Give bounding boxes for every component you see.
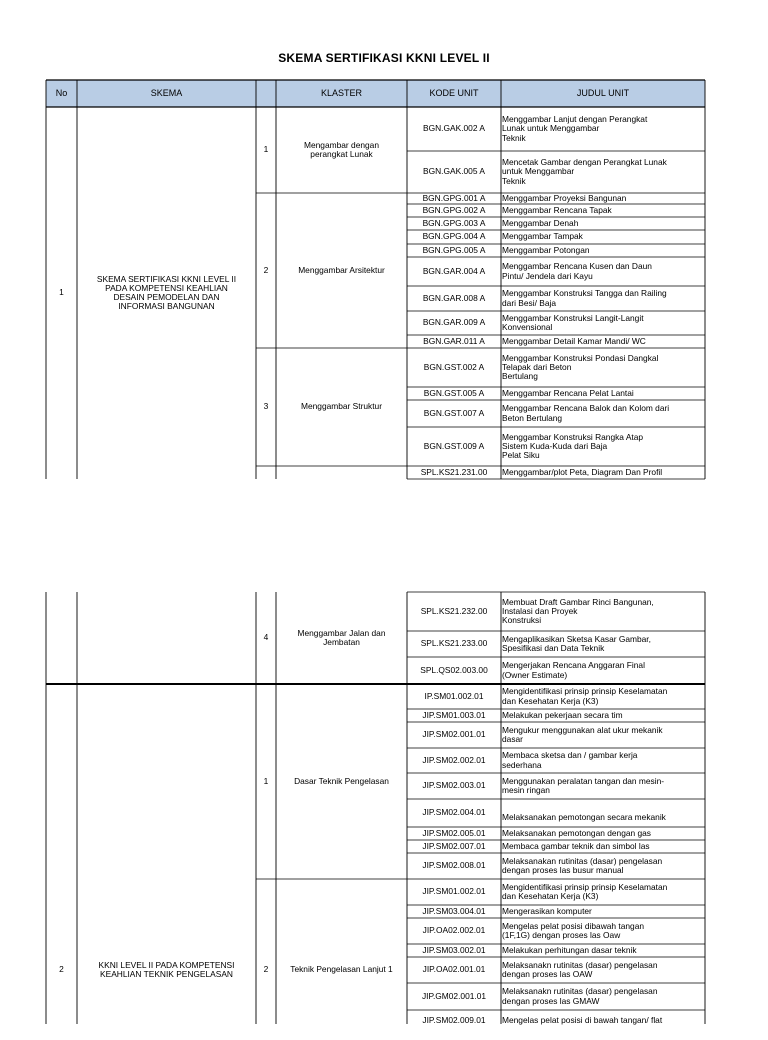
judul-unit: Menggambar Detail Kamar Mandi/ WC: [502, 335, 646, 346]
kode-unit: BGN.GAK.002 A: [423, 123, 485, 134]
judul-unit: Melaksanakan pemotongan dengan gas: [502, 827, 651, 838]
skema-name: SKEMA SERTIFIKASI KKNI LEVEL II PADA KOMPETENSI KEAHLIAN DESAIN PEMODELAN DAN INFORMASI BANGUNAN: [96, 273, 237, 312]
judul-unit: Menggambar Konstruksi Rangka Atap Sistem Kuda-Kuda dari Baja Pelat Siku: [502, 431, 644, 461]
judul-unit: Melaksanakan pemotongan secara mekanik: [502, 812, 666, 822]
kode-unit: BGN.GAK.005 A: [423, 166, 485, 177]
row-number: 1: [59, 287, 64, 298]
kode-unit: SPL.QS02.003.00: [420, 664, 488, 675]
header-skema: SKEMA: [150, 87, 183, 98]
cluster-number: 1: [263, 775, 269, 786]
header-klaster: KLASTER: [320, 87, 362, 98]
kode-unit: JIP.SM01.003.01: [422, 709, 486, 720]
cluster-number: 2: [263, 964, 269, 975]
judul-unit: Melaksanakan rutinitas (dasar) pengelasan dengan proses las busur manual: [502, 855, 663, 875]
judul-unit: Menggambar Proyeksi Bangunan: [502, 193, 627, 203]
judul-unit: Mengerjakan Rencana Anggaran Final (Owner Estimate): [502, 660, 645, 680]
kode-unit: BGN.GST.002 A: [423, 361, 485, 372]
cluster-name: Teknik Pengelasan Lanjut 1: [290, 964, 393, 975]
judul-unit: Menggambar Tampak: [502, 231, 583, 242]
kode-unit: JIP.SM03.004.01: [422, 905, 486, 916]
kode-unit: JIP.SM02.007.01: [422, 840, 486, 851]
kode-unit: BGN.GPG.001 A: [422, 193, 486, 203]
judul-unit: Membuat Draft Gambar Rinci Bangunan, Instalasi dan Proyek Konstruksi: [502, 596, 654, 626]
cluster-name: Dasar Teknik Pengelasan: [294, 775, 389, 786]
judul-unit: Menggambar Rencana Tapak: [502, 204, 612, 215]
cluster-name: Menggambar Jalan dan Jembatan: [297, 627, 386, 647]
header-no: No: [55, 87, 68, 98]
kode-unit: JIP.SM01.002.01: [422, 886, 486, 897]
judul-unit: Melakukan pekerjaan secara tim: [502, 709, 623, 720]
cluster-number: 4: [263, 632, 269, 643]
cluster-name: Mengambar dengan perangkat Lunak: [304, 139, 379, 159]
kode-unit: BGN.GST.007 A: [423, 407, 485, 418]
kode-unit: BGN.GPG.005 A: [422, 244, 486, 255]
judul-unit: Mencetak Gambar dengan Perangkat Lunak untuk Menggambar Teknik: [502, 157, 667, 186]
kode-unit: JIP.GM02.001.01: [421, 990, 487, 1001]
kode-unit: JIP.OA02.002.01: [422, 925, 486, 936]
judul-unit: Mengukur menggunakan alat ukur mekanik dasar: [502, 724, 663, 744]
judul-unit: Mengelas pelat posisi di bawah tangan/ flat: [502, 1014, 663, 1025]
kode-unit: BGN.GAR.011 A: [423, 335, 485, 346]
kode-unit: JIP.SM02.004.01: [422, 807, 486, 818]
judul-unit: Mengidentifikasi prinsip prinsip Keselamatan dan Kesehatan Kerja (K3): [502, 686, 668, 706]
cluster-number: 2: [263, 264, 269, 275]
kode-unit: BGN.GAR.009 A: [422, 317, 486, 328]
header-judul-unit: JUDUL UNIT: [576, 87, 630, 98]
kode-unit: JIP.OA02.001.01: [422, 964, 486, 975]
judul-unit: Menggambar Konstruksi Pondasi Dangkal Telapak dari Beton Bertulang: [502, 352, 659, 382]
cluster-number: 3: [263, 401, 269, 412]
cluster-name: Menggambar Struktur: [301, 401, 382, 412]
judul-unit: Mengidentifikasi prinsip prinsip Keselamatan dan Kesehatan Kerja (K3): [502, 881, 668, 901]
judul-unit: Mengelas pelat posisi dibawah tangan (1F,1G) dengan proses las Oaw: [502, 920, 645, 940]
judul-unit: Menggambar Rencana Balok dan Kolom dari Beton Bertulang: [502, 403, 670, 423]
kode-unit: BGN.GPG.004 A: [422, 231, 486, 242]
kode-unit: BGN.GPG.002 A: [422, 204, 486, 215]
kode-unit: BGN.GST.005 A: [423, 387, 485, 398]
kode-unit: BGN.GAR.008 A: [422, 292, 486, 303]
judul-unit: Membaca sketsa dan / gambar kerja sederhana: [502, 750, 638, 770]
kode-unit: JIP.SM02.008.01: [422, 860, 486, 871]
judul-unit: Membaca gambar teknik dan simbol las: [502, 840, 650, 851]
kode-unit: JIP.SM02.009.01: [422, 1014, 486, 1025]
judul-unit: Menggunakan peralatan tangan dan mesin- mesin ringan: [502, 775, 665, 795]
skema-name: KKNI LEVEL II PADA KOMPETENSI KEAHLIAN TEKNIK PENGELASAN: [98, 959, 235, 979]
judul-unit: Menggambar Konstruksi Tangga dan Railing dari Besi/ Baja: [502, 288, 667, 308]
judul-unit: Mengerasikan komputer: [502, 905, 592, 916]
kode-unit: JIP.SM02.001.01: [422, 729, 486, 740]
row-number: 2: [59, 964, 64, 975]
judul-unit: Melaksanakn rutinitas (dasar) pengelasan dengan proses las GMAW: [502, 986, 658, 1006]
cluster-name: Menggambar Arsitektur: [298, 264, 385, 275]
kode-unit: SPL.KS21.231.00: [420, 466, 488, 477]
kode-unit: JIP.SM02.003.01: [422, 780, 486, 791]
kode-unit: SPL.KS21.232.00: [420, 605, 488, 616]
kode-unit: BGN.GST.009 A: [423, 440, 485, 451]
kode-unit: BGN.GAR.004 A: [422, 265, 486, 276]
judul-unit: Melakukan perhitungan dasar teknik: [502, 944, 637, 955]
judul-unit: Mengaplikasikan Sketsa Kasar Gambar, Spesifikasi dan Data Teknik: [502, 633, 651, 653]
judul-unit: Menggambar Denah: [502, 217, 579, 228]
judul-unit: Melaksanakn rutinitas (dasar) pengelasan dengan proses las OAW: [502, 959, 658, 979]
judul-unit: Menggambar Lanjut dengan Perangkat Lunak untuk Menggambar Teknik: [502, 114, 648, 143]
kode-unit: JIP.SM02.005.01: [422, 827, 486, 838]
cluster-number: 1: [263, 144, 269, 155]
header-kode-unit: KODE UNIT: [429, 87, 479, 98]
kode-unit: JIP.SM03.002.01: [422, 944, 486, 955]
judul-unit: Menggambar Potongan: [502, 244, 590, 255]
judul-unit: Menggambar/plot Peta, Diagram Dan Profil: [502, 466, 663, 477]
judul-unit: Menggambar Rencana Kusen dan Daun Pintu/ Jendela dari Kayu: [502, 261, 652, 281]
kode-unit: JIP.SM02.002.01: [422, 754, 486, 765]
kode-unit: BGN.GPG.003 A: [422, 217, 486, 228]
document-title: SKEMA SERTIFIKASI KKNI LEVEL II: [278, 51, 490, 65]
kode-unit: IP.SM01.002.01: [424, 690, 484, 701]
judul-unit: Menggambar Rencana Pelat Lantai: [502, 387, 634, 398]
judul-unit: Menggambar Konstruksi Langit-Langit Konvensional: [502, 312, 644, 332]
kode-unit: SPL.KS21.233.00: [420, 638, 488, 649]
